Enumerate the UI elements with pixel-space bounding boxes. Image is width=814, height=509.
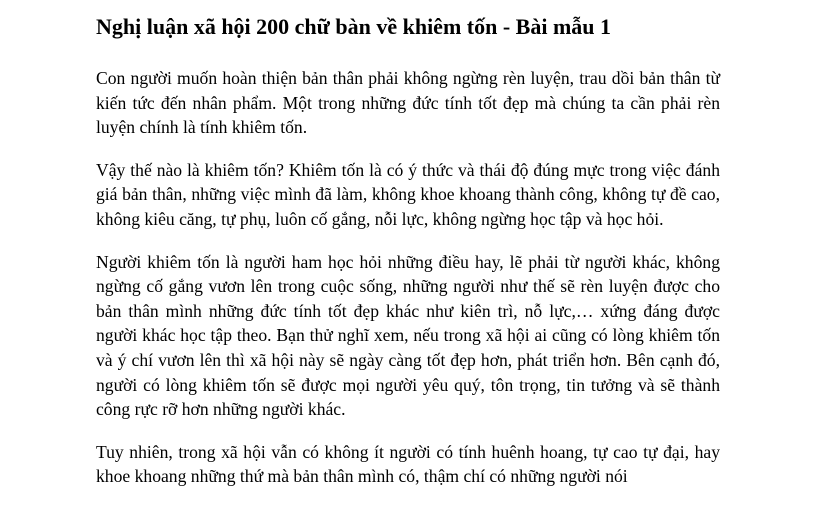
paragraph-2: Vậy thế nào là khiêm tốn? Khiêm tốn là có ý thức và thái độ đúng mực trong việc đánh giá bản thân, những việc mình đã làm, không khoe khoang thành công, không tự đề cao, không kiêu căng, tự phụ, luôn cố gắng, nỗi lực, không ngừng học tập và học hỏi. (96, 159, 720, 229)
document-body (96, 12, 720, 507)
paragraph-1: Con người muốn hoàn thiện bản thân phải không ngừng rèn luyện, trau dồi bản thân từ kiến tức đến nhân phẩm. Một trong những đức tính tốt đẹp mà chúng ta cần phải rèn luyện chính là tính khiêm tốn. (96, 68, 720, 138)
paragraph-3: Người khiêm tốn là người ham học hỏi những điều hay, lẽ phải từ người khác, không ngừng cố gắng vươn lên trong cuộc sống, những người như thế sẽ rèn luyện được cho bản thân mình những đức tính tốt đẹp khác như kiên trì, nỗ lực,… xứng đáng được người khác học tập theo. Bạn thử nghĩ xem, nếu trong xã hội ai cũng có lòng khiêm tốn và ý chí vươn lên thì xã hội này sẽ ngày càng tốt đẹp hơn, phát triển hơn. Bên cạnh đó, người có lòng khiêm tốn sẽ được mọi người yêu quý, tôn trọng, tin tưởng và sẽ thành công rực rỡ hơn những người khác. (96, 251, 720, 420)
document-title: Nghị luận xã hội 200 chữ bàn về khiêm tốn - Bài mẫu 1 (96, 14, 612, 39)
paragraph-4: Tuy nhiên, trong xã hội vẫn có không ít người có tính huênh hoang, tự cao tự đại, hay khoe khoang những thứ mà bản thân mình có, thậm chí có những người nói (96, 441, 720, 487)
